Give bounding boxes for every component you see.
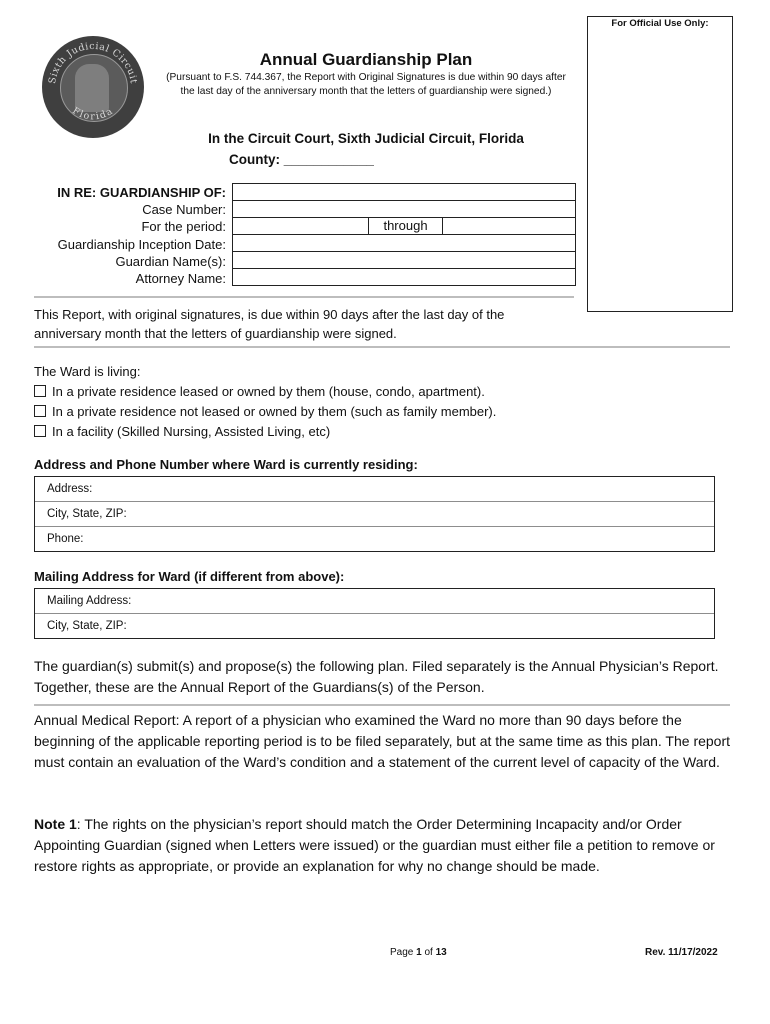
checkbox[interactable]	[34, 405, 46, 417]
option-label: In a private residence not leased or owned by them (such as family member).	[52, 403, 497, 419]
divider	[34, 346, 730, 348]
official-use-box	[587, 16, 733, 312]
ward-name-field[interactable]	[233, 184, 575, 201]
county-line: County: ____________	[229, 152, 374, 167]
note-1-label: Note 1	[34, 816, 77, 832]
guardian-name-label: Guardian Name(s):	[115, 253, 226, 269]
court-seal	[42, 36, 144, 138]
checkbox[interactable]	[34, 385, 46, 397]
form-subtitle: (Pursuant to F.S. 744.367, the Report with Original Signatures is due within 90 days after the last day of the anniversary month that the letters of guardianship were signed.)	[166, 72, 566, 97]
medical-report-text: Annual Medical Report: A report of a physician who examined the Ward no more than 90 days before the beginning of the applicable reporting period is to be filed separately, but at the same time as this plan. The report must contain an evaluation of the Ward’s condition and a statement of the current level of capacity of the Ward.	[34, 712, 731, 770]
note-1-text: : The rights on the physician’s report should match the Order Determining Incapacity and/or Order Appointing Guardian (signed when Letters were issued) or the guardian must either file a petition to remove or restore rights as appropriate, or provide an explanation for why no change should be made.	[34, 816, 715, 874]
city-state-zip-field[interactable]: City, State, ZIP:	[35, 502, 714, 527]
attorney-name-label: Attorney Name:	[135, 271, 226, 287]
revision-date: Rev. 11/17/2022	[645, 947, 718, 958]
divider	[34, 704, 730, 706]
official-use-label: For Official Use Only:	[611, 18, 709, 29]
case-info-labels	[30, 184, 226, 287]
mailing-heading: Mailing Address for Ward (if different from above):	[34, 569, 345, 584]
page-number	[390, 947, 447, 958]
divider	[34, 296, 574, 298]
svg-text:Sixth Judicial Circuit: Sixth Judicial Circuit	[47, 40, 139, 85]
inception-date-label: Guardianship Inception Date:	[57, 236, 226, 252]
option-label: In a private residence leased or owned by them (house, condo, apartment).	[52, 383, 485, 399]
checkbox[interactable]	[34, 425, 46, 437]
svg-text:Florida: Florida	[70, 105, 116, 123]
guardianship-heading: IN RE: GUARDIANSHIP OF:	[57, 185, 226, 200]
page-current: 1	[416, 947, 422, 958]
plan-intro: The guardian(s) submit(s) and propose(s) the following plan. Filed separately is the Annual Physician’s Report. Together, these are the Annual Report of the Guardians(s) of the Person.	[34, 658, 719, 695]
living-option-facility[interactable]	[34, 421, 694, 441]
inception-date-field[interactable]	[233, 235, 575, 252]
mailing-address-field[interactable]: Mailing Address:	[35, 589, 714, 614]
ward-living-section	[34, 362, 694, 441]
attorney-name-field[interactable]	[233, 269, 575, 285]
living-option-private-not-owned[interactable]	[34, 401, 694, 421]
through-label: through	[368, 218, 443, 234]
case-number-field[interactable]	[233, 201, 575, 218]
option-label: In a facility (Skilled Nursing, Assisted Living, etc)	[52, 423, 331, 439]
case-info-fields	[232, 183, 576, 286]
ward-living-label: The Ward is living:	[34, 364, 141, 379]
address-heading: Address and Phone Number where Ward is currently residing:	[34, 457, 418, 472]
mailing-box	[34, 588, 715, 639]
page-prefix: Page	[390, 947, 417, 958]
phone-field[interactable]: Phone:	[47, 533, 84, 545]
mailing-city-state-zip-field[interactable]: City, State, ZIP:	[47, 620, 127, 632]
case-number-label: Case Number:	[142, 202, 226, 218]
address-box	[34, 476, 715, 552]
seal-lettering	[42, 36, 144, 138]
court-heading: In the Circuit Court, Sixth Judicial Circuit, Florida	[208, 131, 524, 146]
period-field[interactable]	[233, 218, 575, 235]
period-label: For the period:	[141, 219, 226, 235]
living-option-private-owned[interactable]	[34, 381, 694, 401]
page-of: of	[421, 947, 436, 958]
page-total: 13	[435, 947, 447, 958]
due-notice: This Report, with original signatures, is due within 90 days after the last day of the anniversary month that the letters of guardianship were signed.	[34, 307, 505, 341]
form-title: Annual Guardianship Plan	[259, 50, 473, 69]
note-1	[34, 814, 734, 877]
guardian-name-field[interactable]	[233, 252, 575, 269]
address-field[interactable]: Address:	[35, 477, 714, 502]
